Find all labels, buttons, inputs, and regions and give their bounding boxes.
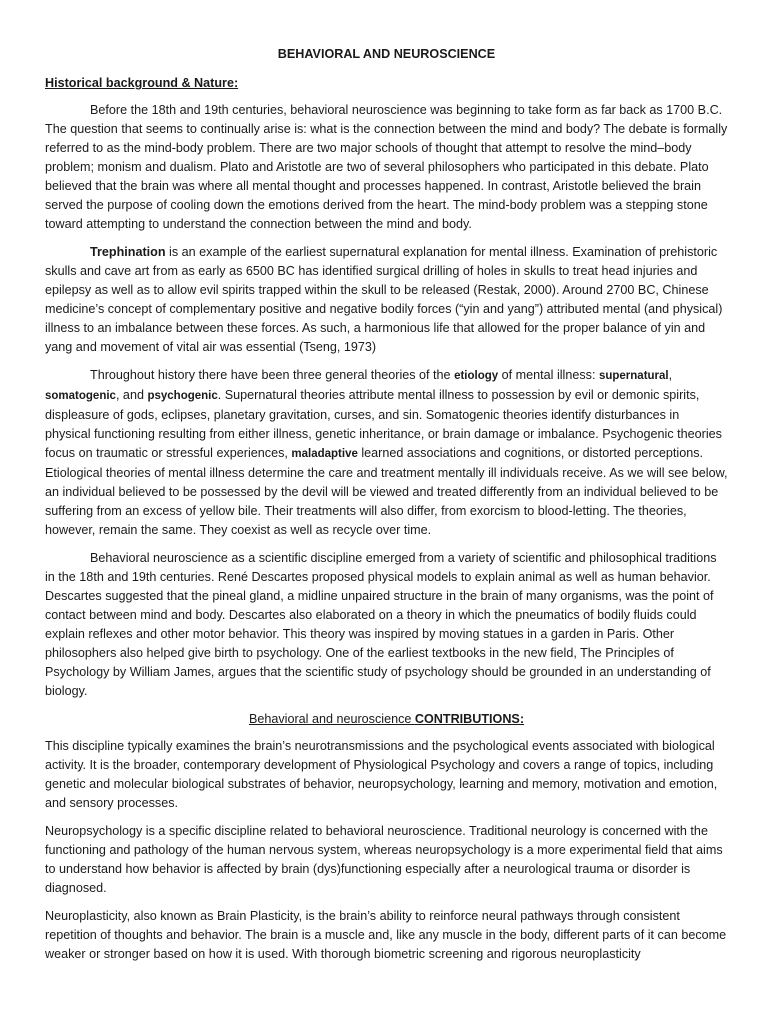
term-maladaptive: maladaptive	[291, 448, 358, 460]
paragraph-trephination	[45, 243, 728, 357]
paragraph-discipline: This discipline typically examines the brain’s neurotransmissions and the psychological events associated with biological activity. It is the broader, contemporary development of Physiological Psychology and covers a range of topics, including genetic and molecular biological substrates of behavior, neuropsychology, learning and memory, motivation and emotion, and sensory processes.	[45, 739, 718, 810]
term-somatogenic: somatogenic	[45, 390, 116, 402]
paragraph-trephination-text: is an example of the earliest supernatural explanation for mental illness. Examination of prehistoric skulls and cave art from as early as 6500 BC has identified surgical drilling of holes in skulls to treat head injuries and epilepsy as well as to allow evil spirits trapped within the skull to be released (Restak, 2000). Around 2700 BC, Chinese medicine’s concept of complementary positive and negative bodily forces (“yin and yang”) attributed mental (and physical) illness to an imbalance between these forces. As such, a harmonious life that allowed for the proper balance of yin and yang and movement of vital air was essential (Tseng, 1973)	[45, 245, 723, 354]
heading-text-bold: CONTRIBUTIONS:	[414, 712, 525, 726]
document-title: BEHAVIORAL AND NEUROSCIENCE	[277, 47, 496, 61]
term-psychogenic: psychogenic	[147, 390, 218, 402]
paragraph-neuropsychology: Neuropsychology is a specific discipline related to behavioral neuroscience. Traditional neurology is concerned with the functioning and pathology of the human nervous system, whereas neuropsychology is a more experimental field that aims to understand how behavior is affected by brain (dys)functioning especially after a neurological trauma or disorder is diagnosed.	[45, 824, 723, 895]
paragraph-descartes: Behavioral neuroscience as a scientific discipline emerged from a variety of scientific and philosophical traditions in the 18th and 19th centuries. René Descartes proposed physical models to explain animal as well as human behavior. Descartes suggested that the pineal gland, a midline unpaired structure in the brain of many organisms, was the point of contact between mind and body. Descartes also elaborated on a theory in which the pneumatics of bodily fluids could explain reflexes and other motor behavior. This theory was inspired by moving statues in a garden in Paris. Other philosophers also helped give birth to psychology. One of the earliest textbooks in the new field, The Principles of Psychology by William James, argues that the scientific study of psychology should be grounded in an understanding of biology.	[45, 551, 717, 698]
paragraph-etiology	[45, 366, 728, 540]
text-span: of mental illness:	[498, 368, 599, 382]
paragraph-mind-body: Before the 18th and 19th centuries, behavioral neuroscience was beginning to take form as far back as 1700 B.C. The question that seems to continually arise is: what is the connection between the mind and body? The debate is formally referred to as the mind-body problem. There are two major schools of thought that attempt to resolve the mind–body problem; monism and dualism. Plato and Aristotle are two of several philosophers who participated in this debate. Plato believed that the brain was where all mental thought and processes happened. In contrast, Aristotle believed the brain served the purpose of cooling down the emotions derived from the heart. The mind-body problem was a stepping stone toward attempting to understand the connection between the mind and body.	[45, 103, 728, 231]
text-span: Throughout history there have been three general theories of the	[90, 368, 455, 382]
section-heading-historical: Historical background & Nature:	[45, 76, 239, 90]
paragraph-neuroplasticity: Neuroplasticity, also known as Brain Plasticity, is the brain’s ability to reinforce neural pathways through consistent repetition of thoughts and behavior. The brain is a muscle and, like any muscle in the body, different parts of it can become weaker or stronger based on how it is used. With thorough biometric screening and rigorous neuroplasticity	[45, 909, 727, 961]
text-span: , and	[115, 388, 148, 402]
text-span: . Supernatural theories attribute mental illness to possession by evil or demonic spirits, displeasure of gods, eclipses, planetary gravitation, curses, and sin. Somatogenic theories identify disturbances in physical functioning resulting from either illness, genetic inheritance, or brain damage or imbalance. Psychogenic theories focus on traumatic or stressful experiences,	[45, 388, 722, 460]
heading-text: Behavioral and neuroscience	[248, 712, 415, 726]
section-heading-contributions	[45, 710, 728, 729]
text-span: ,	[668, 368, 673, 382]
term-trephination: Trephination	[90, 245, 166, 259]
term-supernatural: supernatural	[598, 370, 669, 382]
term-etiology: etiology	[454, 370, 499, 382]
text-span: learned associations and cognitions, or distorted perceptions. Etiological theories of mental illness determine the care and treatment mentally ill individuals receive. As we will see below, an individual believed to be possessed by the devil will be viewed and treated differently from an individual believed to be suffering from an excess of yellow bile. Their treatments will also differ, from exorcism to blood-letting. The theories, however, remain the same. They coexist as well as recycle over time.	[45, 446, 728, 537]
